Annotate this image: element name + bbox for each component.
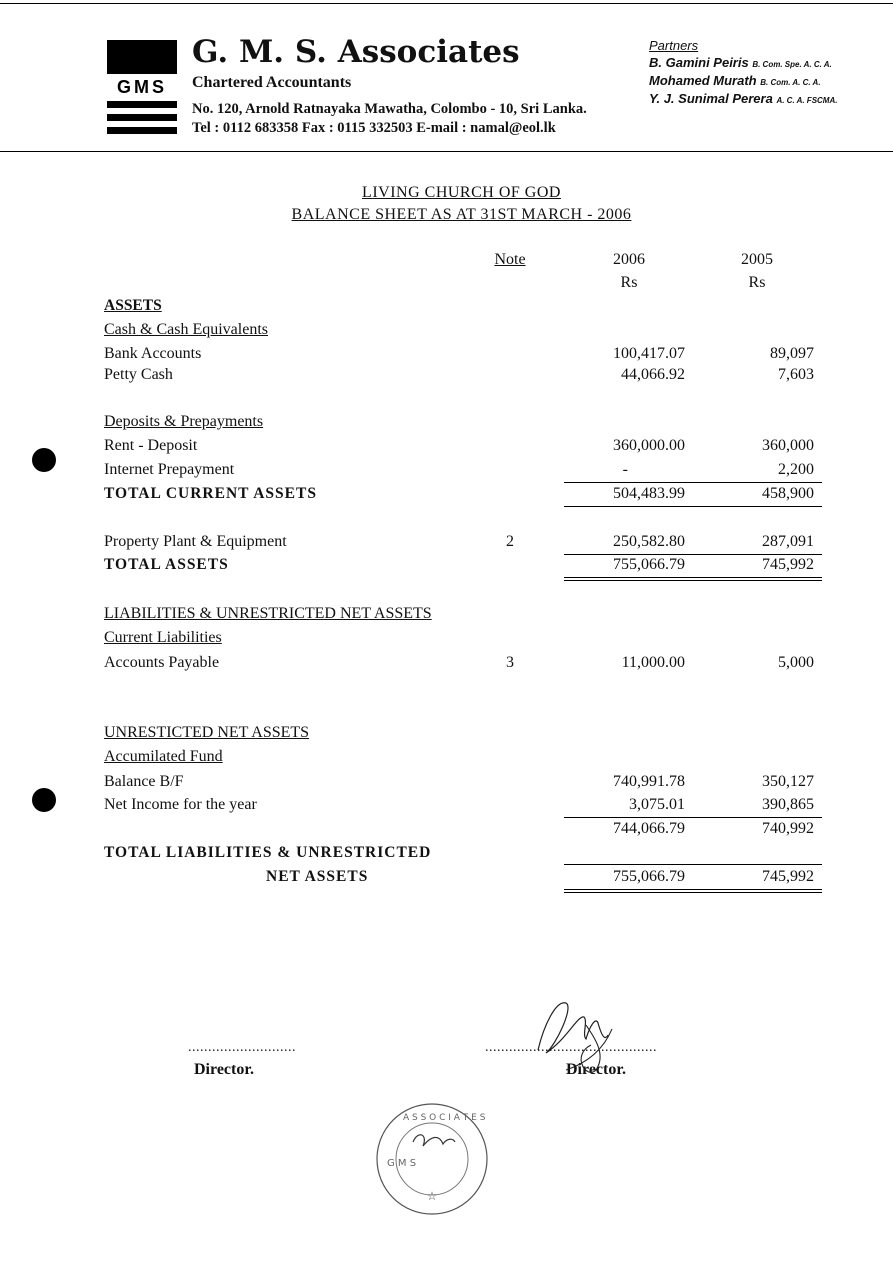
ppe-2006: 250,582.80 — [613, 533, 685, 550]
total-liab-2006: 755,066.79 — [613, 868, 685, 885]
total-current-2006: 504,483.99 — [613, 485, 685, 502]
balance-2006: 740,991.78 — [613, 773, 685, 790]
bank-2005: 89,097 — [770, 345, 814, 362]
balance-label: Balance B/F — [104, 773, 184, 790]
sheet-title: BALANCE SHEET AS AT 31ST MARCH - 2006 — [291, 206, 632, 223]
assets-heading: ASSETS — [104, 297, 162, 314]
rule — [564, 817, 822, 818]
logo-text: GMS — [116, 77, 167, 97]
company-seal — [373, 1100, 491, 1218]
total-liab-label-2: NET ASSETS — [266, 868, 369, 885]
signature-line-2: ........................................... — [485, 1040, 657, 1055]
petty-2005: 7,603 — [778, 366, 814, 383]
internet-label: Internet Prepayment — [104, 461, 235, 478]
deposits-heading: Deposits & Prepayments — [104, 413, 264, 430]
income-2006: 3,075.01 — [629, 796, 685, 813]
payable-2006: 11,000.00 — [621, 654, 685, 671]
firm-contact: Tel : 0112 683358 Fax : 0115 332503 E-mail : namal@eol.lk — [192, 120, 556, 136]
double-rule — [564, 580, 822, 581]
subtotal-2006: 744,066.79 — [613, 820, 685, 837]
punch-hole — [32, 788, 56, 812]
rule — [564, 864, 822, 865]
punch-hole — [32, 448, 56, 472]
col-unit-2006: Rs — [620, 274, 638, 291]
partners-heading: Partners — [649, 38, 699, 53]
partner-2: Mohamed Murath B. Com. A. C. A. — [649, 73, 821, 88]
rent-label: Rent - Deposit — [104, 437, 198, 454]
col-2006: 2006 — [613, 251, 645, 268]
total-current-2005: 458,900 — [762, 485, 814, 502]
subtotal-2005: 740,992 — [762, 820, 814, 837]
logo-bar — [107, 127, 177, 134]
ppe-label: Property Plant & Equipment — [104, 533, 287, 550]
logo-bar — [107, 114, 177, 121]
signature-line-1: ........................... — [188, 1040, 296, 1055]
internet-2006: - — [622, 461, 628, 478]
logo-mark — [107, 40, 177, 74]
org-title: LIVING CHURCH OF GOD — [362, 184, 561, 201]
director-signature — [526, 995, 626, 1085]
partner-1: B. Gamini Peiris B. Com. Spe. A. C. A. — [649, 55, 832, 70]
balance-2005: 350,127 — [762, 773, 814, 790]
col-2005: 2005 — [741, 251, 773, 268]
rent-2005: 360,000 — [762, 437, 814, 454]
director-label-2: Director. — [566, 1061, 626, 1078]
cash-heading: Cash & Cash Equivalents — [104, 321, 268, 338]
ppe-2005: 287,091 — [762, 533, 814, 550]
rule — [564, 554, 822, 555]
liabilities-heading: LIABILITIES & UNRESTRICTED NET ASSETS — [104, 605, 432, 622]
ppe-note: 2 — [506, 533, 514, 550]
svg-text:G M S: G M S — [387, 1158, 417, 1169]
total-current-label: TOTAL CURRENT ASSETS — [104, 485, 317, 502]
header-rule — [0, 151, 893, 152]
rule — [564, 506, 822, 507]
col-note: Note — [494, 251, 526, 268]
partner-3: Y. J. Sunimal Perera A. C. A. FSCMA. — [649, 91, 838, 106]
total-assets-label: TOTAL ASSETS — [104, 556, 229, 573]
double-rule — [564, 892, 822, 893]
top-rule — [0, 3, 893, 4]
logo-bar — [107, 101, 177, 108]
total-assets-2006: 755,066.79 — [613, 556, 685, 573]
payable-note: 3 — [506, 654, 514, 671]
bank-2006: 100,417.07 — [613, 345, 685, 362]
total-assets-2005: 745,992 — [762, 556, 814, 573]
petty-2006: 44,066.92 — [621, 366, 685, 383]
payable-2005: 5,000 — [778, 654, 814, 671]
firm-name: G. M. S. Associates — [192, 34, 520, 70]
payable-label: Accounts Payable — [104, 654, 220, 671]
director-label-1: Director. — [194, 1061, 254, 1078]
petty-label: Petty Cash — [104, 366, 173, 383]
rule — [564, 482, 822, 483]
net-assets-heading: UNRESTICTED NET ASSETS — [104, 724, 310, 741]
svg-text:☆: ☆ — [426, 1189, 438, 1203]
total-liab-2005: 745,992 — [762, 868, 814, 885]
double-rule — [564, 577, 822, 578]
bank-label: Bank Accounts — [104, 345, 202, 362]
col-unit-2005: Rs — [748, 274, 766, 291]
income-2005: 390,865 — [762, 796, 814, 813]
double-rule — [564, 889, 822, 890]
firm-address: No. 120, Arnold Ratnayaka Mawatha, Colombo - 10, Sri Lanka. — [192, 101, 587, 117]
rent-2006: 360,000.00 — [613, 437, 685, 454]
total-liab-label-1: TOTAL LIABILITIES & UNRESTRICTED — [104, 844, 432, 861]
firm-subtitle: Chartered Accountants — [192, 74, 352, 91]
internet-2005: 2,200 — [778, 461, 814, 478]
income-label: Net Income for the year — [104, 796, 257, 813]
fund-heading: Accumilated Fund — [104, 748, 223, 765]
current-liab-heading: Current Liabilities — [104, 629, 222, 646]
svg-text:A S S O C I A T E S: A S S O C I A T E S — [403, 1113, 486, 1123]
